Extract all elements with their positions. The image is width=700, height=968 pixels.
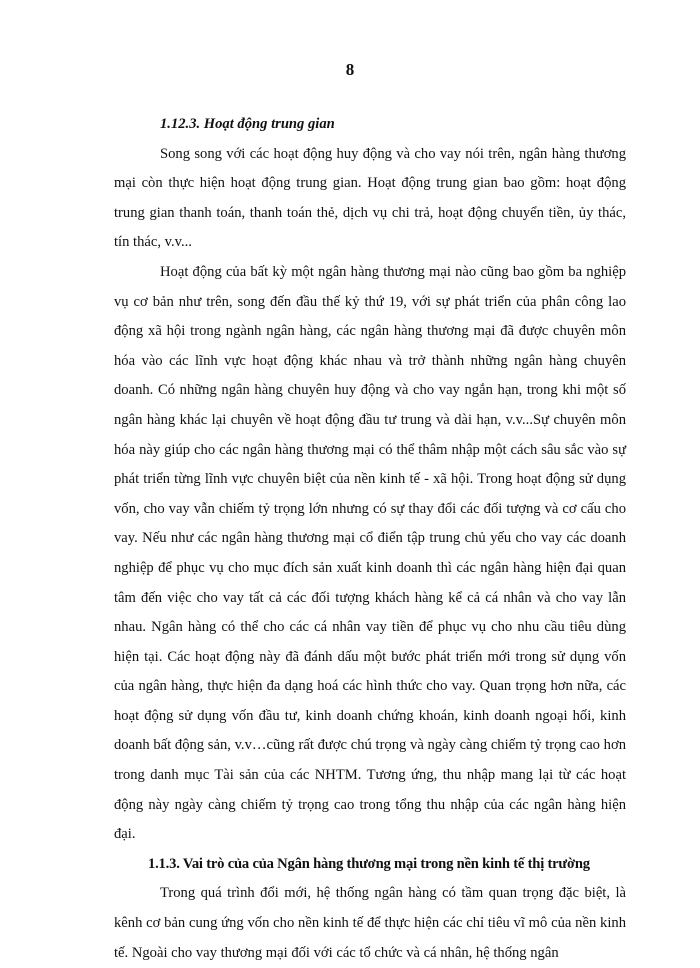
page-number: 8: [345, 60, 355, 79]
section-heading-role: 1.1.3. Vai trò của của Ngân hàng thương mại trong nền kinh tế thị trường: [148, 855, 590, 872]
paragraph-role: Trong quá trình đổi mới, hệ thống ngân hàng có tầm quan trọng đặc biệt, là kênh cơ bản cung ứng vốn cho nền kinh tế để thực hiện các chỉ tiêu vĩ mô của nền kinh tế. Ngoài cho vay thương mại đối với các tổ chức và cá nhân, hệ thống ngân: [114, 885, 626, 961]
paragraph-intermediary-overview: Song song với các hoạt động huy động và cho vay nói trên, ngân hàng thương mại còn thực hiện hoạt động trung gian. Hoạt động trung gian bao gồm: hoạt động trung gian thanh toán, thanh toán thẻ, dịch vụ chi trả, hoạt động chuyển tiền, ủy thác, tín thác, v.v...: [114, 145, 626, 251]
paragraph-specialization: Hoạt động của bất kỳ một ngân hàng thương mại nào cũng bao gồm ba nghiệp vụ cơ bản như trên, song đến đầu thế kỷ thứ 19, với sự phát triển của phân công lao động xã hội trong ngành ngân hàng, các ngân hàng thương mại đã được chuyên môn hóa vào các lĩnh vực hoạt động khác nhau và trở thành những ngân hàng chuyên doanh. Có những ngân hàng chuyên huy động và cho vay ngắn hạn, trong khi một số ngân hàng khác lại chuyên về hoạt động đầu tư trung và dài hạn, v.v...Sự chuyên môn hóa này giúp cho các ngân hàng thương mại có thể thâm nhập một cách sâu sắc vào sự phát triển từng lĩnh vực chuyên biệt của nền kinh tế - xã hội. Trong hoạt động sử dụng vốn, cho vay vẫn chiếm tỷ trọng lớn nhưng có sự thay đổi các đối tượng và cơ cấu cho vay. Nếu như các ngân hàng thương mại cổ điển tập trung chủ yếu cho vay các doanh nghiệp để phục vụ cho mục đích sản xuất kinh doanh thì các ngân hàng hiện đại quan tâm đến việc cho vay tất cả các đối tượng khách hàng kể cả cá nhân và cho vay lẫn nhau. Ngân hàng có thể cho các cá nhân vay tiền để phục vụ cho nhu cầu tiêu dùng hiện tại. Các hoạt động này đã đánh dấu một bước phát triển mới trong sử dụng vốn của ngân hàng, thực hiện đa dạng hoá các hình thức cho vay. Quan trọng hơn nữa, các hoạt động sử dụng vốn đầu tư, kinh doanh chứng khoán, kinh doanh ngoại hối, kinh doanh bất động sản, v.v…cũng rất được chú trọng và ngày càng chiếm tỷ trọng cao hơn trong danh mục Tài sản của các NHTM. Tương ứng, thu nhập mang lại từ các hoạt động này ngày càng chiếm tỷ trọng cao trong tổng thu nhập của các ngân hàng hiện đại.: [114, 263, 626, 843]
section-heading-intermediary: 1.12.3. Hoạt động trung gian: [160, 116, 335, 132]
page-body: [114, 110, 626, 968]
